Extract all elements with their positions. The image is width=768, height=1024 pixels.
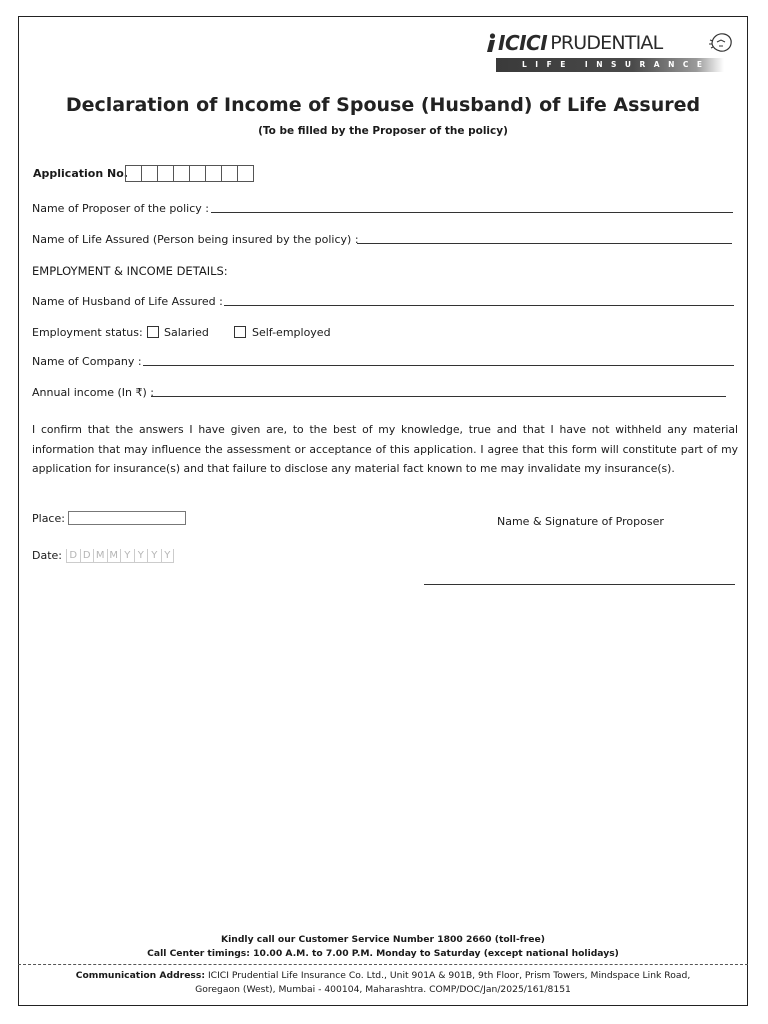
address-line-2: Goregaon (West), Mumbai - 400104, Maharashtra. COMP/DOC/Jan/2025/161/8151 [195, 984, 571, 995]
footer-divider [18, 964, 748, 965]
date-year-box[interactable]: Y [134, 549, 148, 563]
date-year-box[interactable]: Y [147, 549, 161, 563]
place-label: Place: [32, 512, 65, 525]
date-year-box[interactable]: Y [161, 549, 175, 563]
application-no-digit[interactable] [221, 165, 238, 182]
application-no-digit[interactable] [173, 165, 190, 182]
lion-icon [708, 30, 734, 56]
date-day-box[interactable]: D [66, 549, 80, 563]
application-no-field[interactable] [126, 165, 254, 182]
annual-income-label: Annual income (In ₹) : [32, 386, 155, 399]
address-label: Communication Address: [75, 970, 206, 981]
application-no-digit[interactable] [157, 165, 174, 182]
communication-address [18, 969, 748, 983]
self-employed-checkbox[interactable] [234, 326, 246, 338]
company-name-field[interactable] [143, 365, 734, 366]
date-label: Date: [32, 549, 62, 562]
application-no-digit[interactable] [125, 165, 142, 182]
application-no-digit[interactable] [205, 165, 222, 182]
annual-income-field[interactable] [151, 396, 726, 397]
address-line-1: ICICI Prudential Life Insurance Co. Ltd., Unit 901A & 901B, 9th Floor, Prism Towers, Mindspace Link Road, [207, 970, 691, 981]
date-month-box[interactable]: M [107, 549, 121, 563]
employment-section-heading: EMPLOYMENT & INCOME DETAILS: [32, 264, 228, 278]
life-assured-label: Name of Life Assured (Person being insured by the policy) : [32, 233, 359, 246]
logo-brand-text: ICICI [498, 31, 548, 55]
employment-status-label: Employment status: [32, 326, 143, 339]
customer-service-text: Kindly call our Customer Service Number 1800 2660 (toll-free) [221, 934, 545, 945]
date-month-box[interactable]: M [93, 549, 107, 563]
logo-brand-suffix: PRUDENTIAL [550, 32, 663, 54]
date-field[interactable] [66, 549, 174, 563]
declaration-text: I confirm that the answers I have given are, to the best of my knowledge, true and that I have not withheld any material information that may influence the assessment or acceptance of this application. I agree that this form will constitute part of my application for insurance(s) and that failure to disclose any material fact known to me may invalidate my insurance(s). [32, 423, 738, 475]
form-subtitle: (To be filled by the Proposer of the policy) [258, 125, 508, 137]
application-no-digit[interactable] [141, 165, 158, 182]
icici-prudential-logo [486, 28, 736, 74]
call-timings-text: Call Center timings: 10.00 A.M. to 7.00 P.M. Monday to Saturday (except national holidays) [147, 948, 619, 959]
logo-tagline: LIFE INSURANCE [496, 58, 724, 72]
salaried-checkbox[interactable] [147, 326, 159, 338]
signature-field[interactable] [424, 584, 735, 585]
place-input[interactable] [68, 511, 186, 525]
application-no-digit[interactable] [237, 165, 254, 182]
signature-label: Name & Signature of Proposer [497, 515, 664, 528]
self-employed-option-label: Self-employed [252, 326, 331, 339]
date-day-box[interactable]: D [80, 549, 94, 563]
husband-name-label: Name of Husband of Life Assured : [32, 295, 223, 308]
husband-name-field[interactable] [224, 305, 734, 306]
form-title: Declaration of Income of Spouse (Husband) of Life Assured [65, 94, 701, 116]
life-assured-field[interactable] [357, 243, 732, 244]
proposer-name-label: Name of Proposer of the policy : [32, 202, 209, 215]
logo-mark-icon [486, 33, 496, 53]
date-year-box[interactable]: Y [120, 549, 134, 563]
application-no-digit[interactable] [189, 165, 206, 182]
proposer-name-field[interactable] [211, 212, 733, 213]
salaried-option-label: Salaried [164, 326, 209, 339]
application-no-label: Application No. [33, 167, 128, 180]
company-name-label: Name of Company : [32, 355, 142, 368]
